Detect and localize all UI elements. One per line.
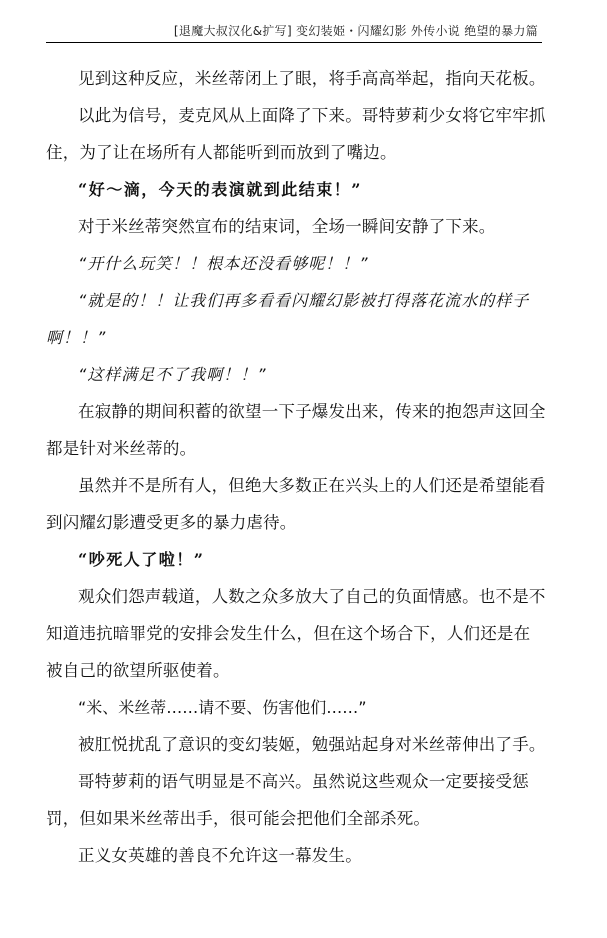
- page-header: [46, 20, 542, 43]
- dialogue-line: “吵死人了啦！”: [78, 550, 205, 569]
- dialogue-line: “这样满足不了我啊！！”: [78, 365, 267, 384]
- paragraph: 观众们怨声载道，人数之众多放大了自己的负面情感。也不是不知道违抗暗罪党的安排会发生什么，但在这个场合下，人们还是在被自己的欲望所驱使着。: [46, 587, 546, 680]
- paragraph: 以此为信号，麦克风从上面降了下来。哥特萝莉少女将它牢牢抓住，为了让在场所有人都能听到而放到了嘴边。: [46, 106, 546, 162]
- dialogue-line: “米、米丝蒂……请不要、伤害他们……”: [78, 698, 367, 717]
- dialogue-line: “开什么玩笑！！根本还没看够呢！！”: [78, 254, 369, 273]
- dialogue-line: “好～滴，今天的表演就到此结束！”: [78, 180, 362, 199]
- paragraph: 被肛悦扰乱了意识的变幻装姬，勉强站起身对米丝蒂伸出了手。: [78, 735, 546, 754]
- paragraph: 对于米丝蒂突然宣布的结束词，全场一瞬间安静了下来。: [78, 217, 496, 236]
- paragraph: 见到这种反应，米丝蒂闭上了眼，将手高高举起，指向天花板。: [78, 69, 546, 88]
- dialogue-line: “就是的！！让我们再多看看闪耀幻影被打得落花流水的样子啊！！”: [46, 291, 530, 347]
- document-body: [46, 60, 546, 874]
- paragraph: 哥特萝莉的语气明显是不高兴。虽然说这些观众一定要接受惩罚，但如果米丝蒂出手，很可能会把他们全部杀死。: [46, 772, 529, 828]
- paragraph: 正义女英雄的善良不允许这一幕发生。: [78, 846, 362, 865]
- running-title: [退魔大叔汉化&扩写] 变幻装姫・闪耀幻影 外传小说 绝望的暴力篇: [173, 24, 538, 38]
- paragraph: 虽然并不是所有人，但绝大多数正在兴头上的人们还是希望能看到闪耀幻影遭受更多的暴力虐待。: [46, 476, 546, 532]
- paragraph: 在寂静的期间积蓄的欲望一下子爆发出来，传来的抱怨声这回全都是针对米丝蒂的。: [46, 402, 546, 458]
